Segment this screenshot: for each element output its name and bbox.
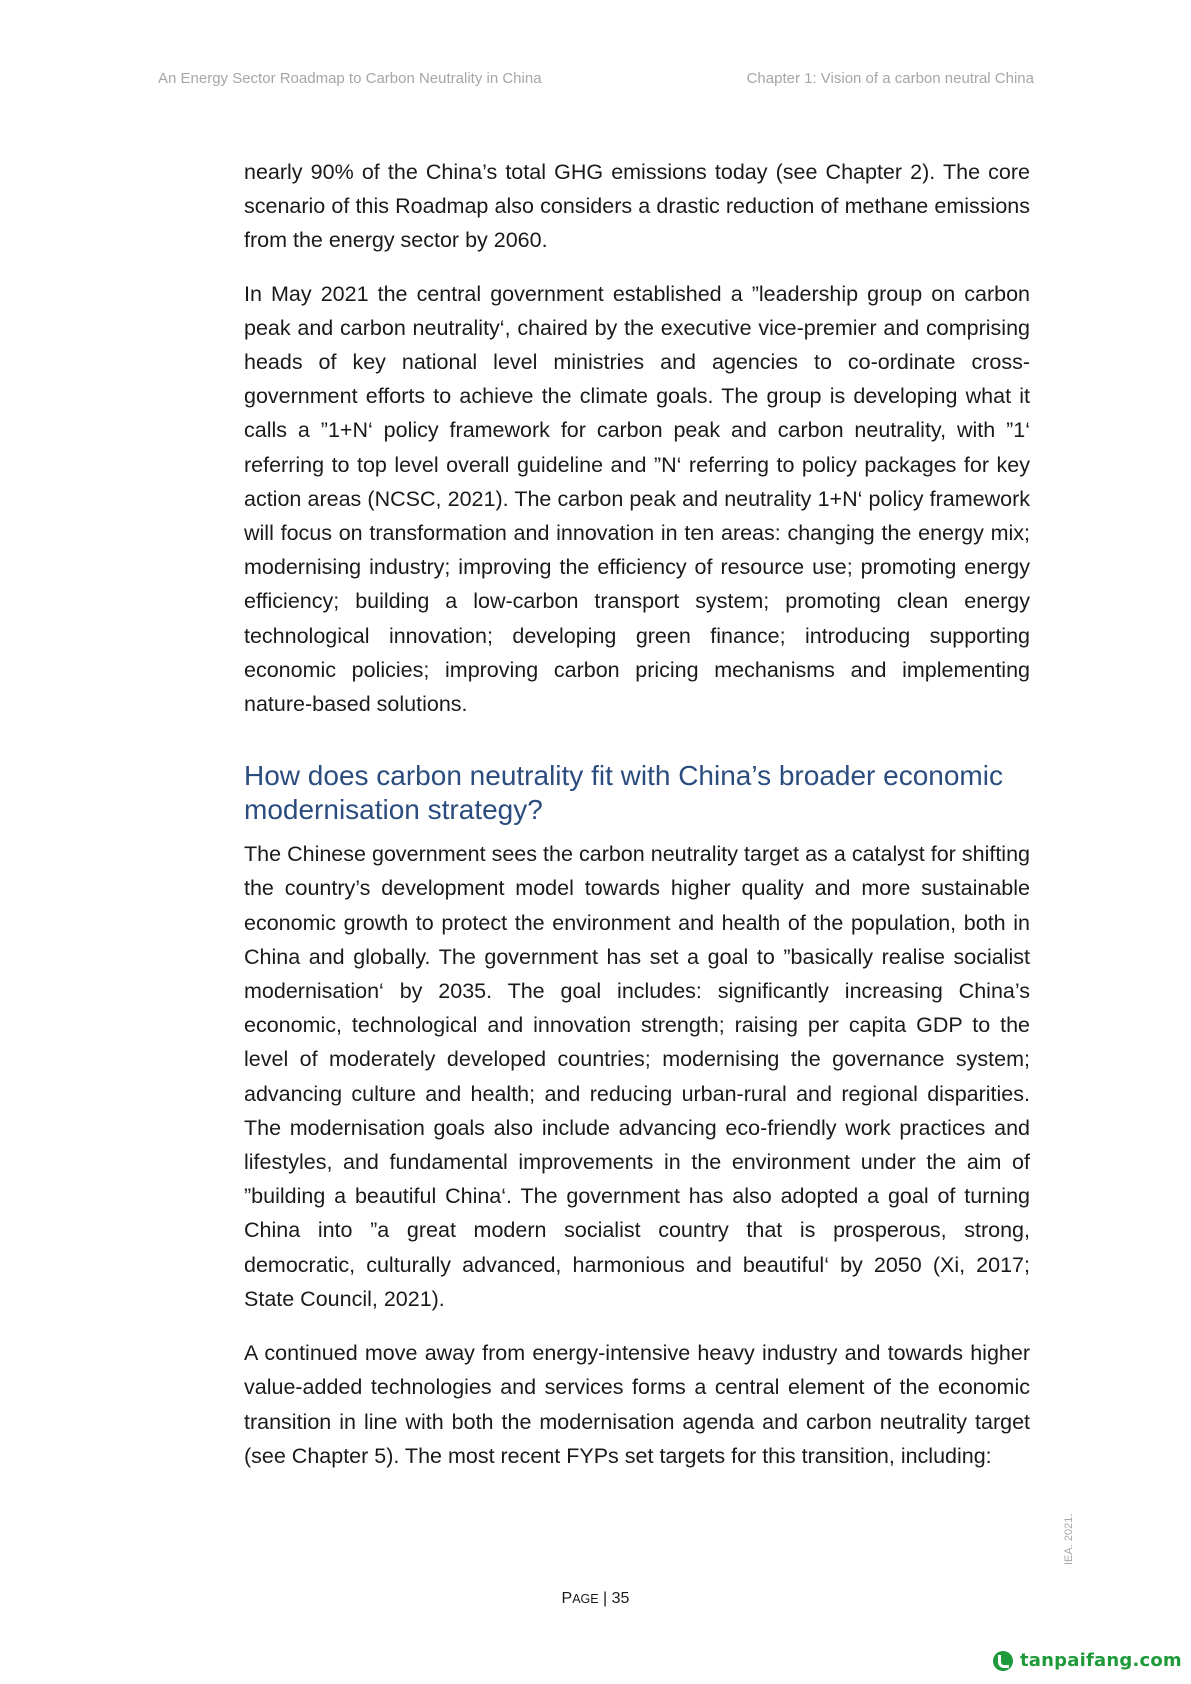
copyright-stamp: IEA. 2021. xyxy=(1063,1513,1075,1565)
running-header-chapter: Chapter 1: Vision of a carbon neutral China xyxy=(746,70,1034,87)
section-heading: How does carbon neutrality fit with China’s broader economic modernisation strategy? xyxy=(244,760,1003,826)
page-separator: | xyxy=(598,1590,612,1607)
paragraph-leadership-group: In May 2021 the central government established a ”leadership group on carbon peak and carbon neutrality‘, chaired by the executive vice-premier and comprising heads of key national level ministries and agencies to co-ordinate cross-government efforts to achieve the climate goals. The group is developing what it calls a ”1+N‘ policy framework for carbon peak and carbon neutrality, with ”1‘ referring to top level overall guideline and ”N‘ referring to policy packages for key action areas (NCSC, 2021). The carbon peak and neutrality 1+N‘ policy framework will focus on transformation and innovation in ten areas: changing the energy mix; modernising industry; improving the efficiency of resource use; promoting energy efficiency; building a low-carbon transport system; promoting clean energy technological innovation; developing green finance; introducing supporting economic policies; improving carbon pricing mechanisms and implementing nature-based solutions. xyxy=(244,281,1030,717)
paragraph-methane-emissions: nearly 90% of the China’s total GHG emissions today (see Chapter 2). The core scenario of this Roadmap also considers a drastic reduction of methane emissions from the energy sector by 2060. xyxy=(244,160,1030,253)
page-number-value: 35 xyxy=(611,1590,630,1607)
running-header-title: An Energy Sector Roadmap to Carbon Neutrality in China xyxy=(158,70,542,87)
paragraph-economic-transition: A continued move away from energy-intensive heavy industry and towards higher value-added technologies and services forms a central element of the economic transition in line with both the modernisation agenda and carbon neutrality target (see Chapter 5). The most recent FYPs set targets for this transition, including: xyxy=(244,1341,1030,1468)
page-label-initial: P xyxy=(561,1590,573,1607)
paragraph-modernisation-goals: The Chinese government sees the carbon neutrality target as a catalyst for shifting the country’s development model towards higher quality and more sustainable economic growth to protect the environment and health of the population, both in China and globally. The government has set a goal to ”basically realise socialist modernisation‘ by 2035. The goal includes: significantly increasing China’s economic, technological and innovation strength; raising per capita GDP to the level of moderately developed countries; modernising the governance system; advancing culture and health; and reducing urban-rural and regional disparities. The modernisation goals also include advancing eco-friendly work practices and lifestyles, and fundamental improvements in the environment under the aim of ”building a beautiful China‘. The government has also adopted a goal of turning China into ”a great modern socialist country that is prosperous, strong, democratic, culturally advanced, harmonious and beautiful‘ by 2050 (Xi, 2017; State Council, 2021). xyxy=(244,842,1030,1311)
page-label xyxy=(562,1590,599,1607)
page-label-rest: AGE xyxy=(572,1592,599,1606)
leaf-logo-icon xyxy=(993,1651,1013,1671)
watermark xyxy=(993,1650,1182,1671)
watermark-text: tanpaifang.com xyxy=(1020,1650,1182,1671)
page-body xyxy=(244,155,1030,1492)
page-number xyxy=(0,1590,1191,1608)
